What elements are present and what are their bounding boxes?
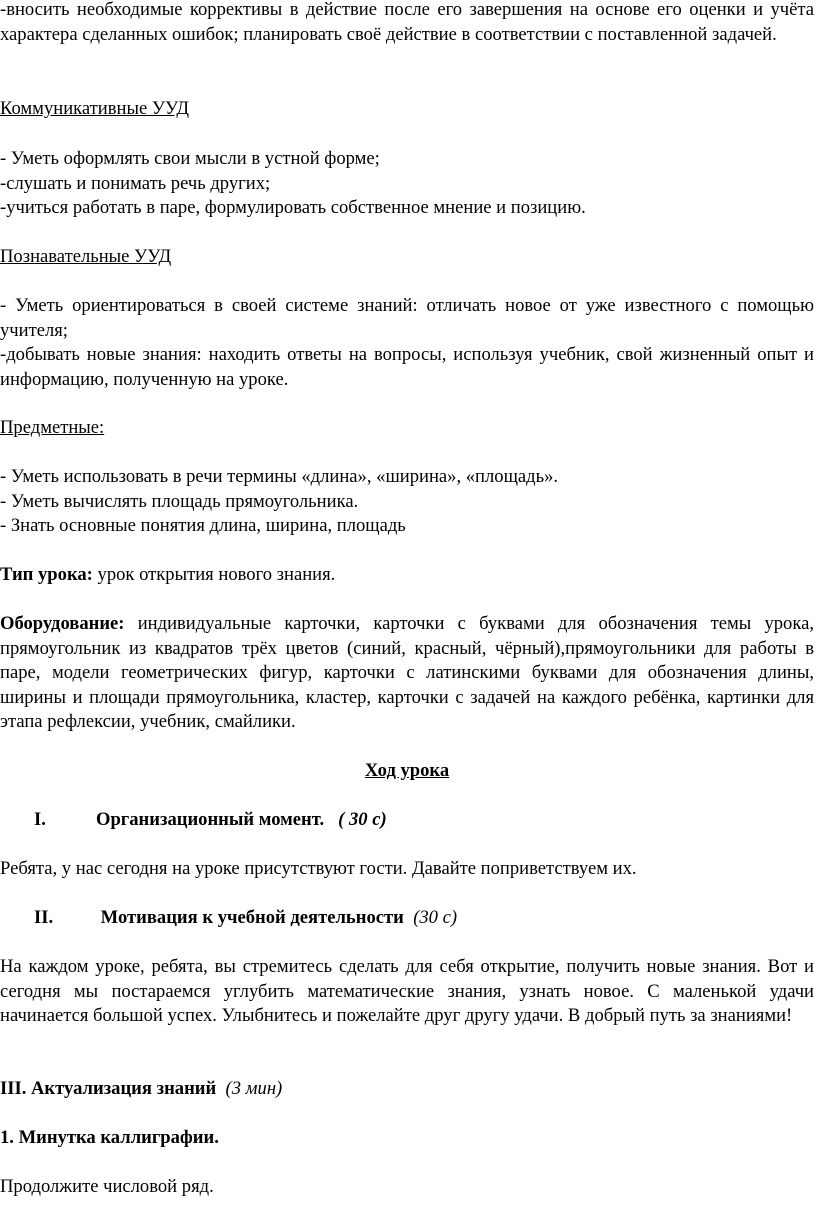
intro-paragraph: -вносить необходимые коррективы в действие после его завершения на основе его оценки и учёта характера сделанных ошибок; планировать своё действие в соответствии с поставленной задачей. bbox=[0, 0, 814, 45]
stage-title: Организационный момент. bbox=[96, 809, 325, 830]
stage-number: I. bbox=[34, 809, 46, 830]
lesson-type-value: урок открытия нового знания. bbox=[92, 564, 336, 585]
cognitive-item: -добывать новые знания: находить ответы на вопросы, используя учебник, свой жизненный опыт и информацию, полученную на уроке. bbox=[0, 344, 814, 390]
cognitive-item: - Уметь ориентироваться в своей системе знаний: отличать новое от уже известного с помощью учителя; bbox=[0, 295, 814, 341]
stage-time: (30 с) bbox=[413, 907, 458, 928]
stage-title: Мотивация к учебной деятельности bbox=[100, 907, 404, 928]
equipment-label: Оборудование: bbox=[0, 613, 125, 634]
communicative-item: -слушать и понимать речь других; bbox=[0, 173, 271, 194]
equipment-paragraph bbox=[0, 612, 814, 735]
sub-heading-text: 1. Минутка каллиграфии. bbox=[0, 1127, 219, 1148]
stage-number: II. bbox=[34, 907, 54, 928]
lesson-course-title-text: Ход урока bbox=[364, 760, 450, 781]
stage-heading bbox=[34, 808, 794, 833]
stage-heading bbox=[34, 906, 794, 931]
subject-heading: Предметные: bbox=[0, 417, 105, 438]
equipment-value: индивидуальные карточки, карточки с буквами для обозначения темы урока, прямоугольник из квадратов трёх цветов (синий, красный, чёрный),прямоугольники для работы в паре, модели геометрических фигур, карточки с латинскими буквами для обозначения длины, ширины и площади прямоугольника, кластер, карточки с задачей на каждого ребёнка, картинки для этапа рефлексии, учебник, смайлики. bbox=[0, 613, 814, 732]
stage-text: На каждом уроке, ребята, вы стремитесь сделать для себя открытие, получить новые знания. Вот и сегодня мы постараемся углубить математические знания, узнать новое. С маленькой удачи начинается большой успех. Улыбнитесь и пожелайте друг другу удачи. В добрый путь за знаниями! bbox=[0, 956, 814, 1026]
stage-title: III. Актуализация знаний bbox=[0, 1078, 217, 1099]
communicative-item: -учиться работать в паре, формулировать собственное мнение и позицию. bbox=[0, 197, 586, 218]
cognitive-heading: Познавательные УУД bbox=[0, 246, 172, 267]
stage-heading bbox=[0, 1077, 814, 1102]
lesson-type-label: Тип урока: bbox=[0, 564, 93, 585]
stage-text: Продолжите числовой ряд. bbox=[0, 1176, 214, 1197]
stage-time: ( 30 с) bbox=[338, 809, 387, 830]
communicative-heading: Коммуникативные УУД bbox=[0, 98, 190, 119]
subject-item: - Знать основные понятия длина, ширина, площадь bbox=[0, 515, 406, 536]
subject-item: - Уметь вычислять площадь прямоугольника. bbox=[0, 491, 359, 512]
lesson-course-title bbox=[0, 759, 814, 784]
stage-text: Ребята, у нас сегодня на уроке присутствуют гости. Давайте поприветствуем их. bbox=[0, 858, 637, 879]
subject-item: - Уметь использовать в речи термины «длина», «ширина», «площадь». bbox=[0, 466, 559, 487]
stage-time: (3 мин) bbox=[225, 1078, 283, 1099]
sub-heading bbox=[0, 1126, 814, 1151]
communicative-item: - Уметь оформлять свои мысли в устной форме; bbox=[0, 148, 380, 169]
lesson-type bbox=[0, 563, 814, 588]
